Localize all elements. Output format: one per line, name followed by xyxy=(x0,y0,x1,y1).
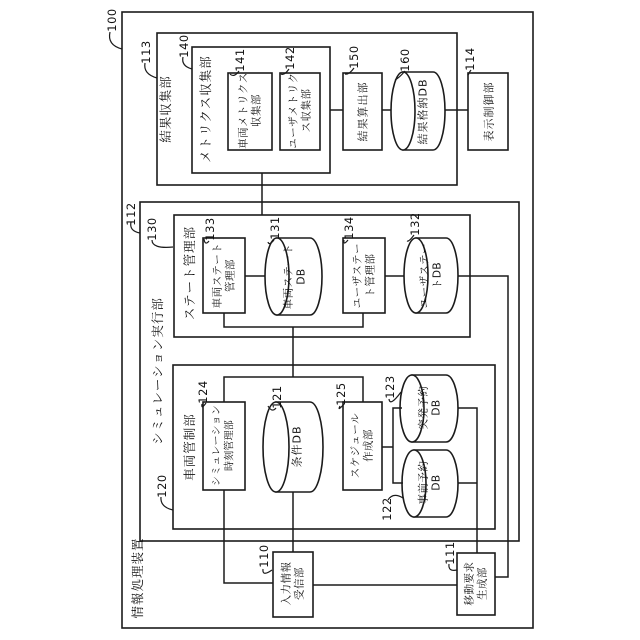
ref-124: 124 xyxy=(196,380,210,404)
label-134-user-state-mgmt: ユーザステー ト管理部 xyxy=(351,242,376,309)
label-132-user-state-db: ユーザステー トDB xyxy=(418,242,443,309)
ref-125: 125 xyxy=(334,382,348,406)
label-123-sudden-reservation-db: 突発予約 DB xyxy=(417,385,442,430)
label-110-input-info: 入力情報 受信部 xyxy=(280,561,305,606)
ref-141: 141 xyxy=(233,48,247,72)
connector-132-to-111 xyxy=(458,276,508,577)
label-113-result-collection: 結果収集部 xyxy=(158,75,173,143)
label-150-result-calc: 結果算出部 xyxy=(356,81,369,142)
ref-132: 132 xyxy=(408,212,422,236)
ref-131: 131 xyxy=(268,216,282,240)
label-142-user-metrics: ユーザメトリク ス収集部 xyxy=(287,72,312,149)
leader-100 xyxy=(110,32,123,49)
ref-120: 120 xyxy=(155,474,169,498)
label-114-display-control: 表示制御部 xyxy=(482,81,495,142)
label-133-vehicle-state-mgmt: 車両ステート 管理部 xyxy=(211,242,236,309)
label-140-metrics-collection: メトリクス収集部 xyxy=(198,55,213,163)
ref-112: 112 xyxy=(124,202,138,226)
ref-133: 133 xyxy=(203,217,217,241)
label-120-vehicle-control: 車両管制部 xyxy=(182,413,197,481)
label-131-vehicle-state-db: 車両ステート DB xyxy=(282,243,307,310)
label-111-move-request: 移動要求 生成部 xyxy=(463,561,488,606)
cylinder-121-cap xyxy=(263,402,289,492)
label-112-simulation-exec: シミュレーション実行部 xyxy=(150,297,165,445)
label-122-advance-reservation-db: 事前予約 DB xyxy=(417,460,442,505)
ref-110: 110 xyxy=(257,544,271,568)
label-160-result-storage-db: 結果格納DB xyxy=(416,78,429,145)
label-124-sim-time-mgmt: シミュレーション 時刻管理部 xyxy=(211,405,235,486)
label-125-schedule-create: スケジュール 作成部 xyxy=(349,412,374,479)
ref-121: 121 xyxy=(270,385,284,409)
label-121-condition-db: 条件DB xyxy=(290,425,303,468)
ref-122: 122 xyxy=(380,497,394,521)
device-title: 情報処理装置 xyxy=(130,537,145,619)
ref-142: 142 xyxy=(283,46,297,70)
ref-150: 150 xyxy=(347,45,361,69)
ref-160: 160 xyxy=(398,48,412,72)
ref-113: 113 xyxy=(139,40,153,64)
ref-140: 140 xyxy=(177,34,191,58)
ref-100: 100 xyxy=(105,8,119,32)
leader-110 xyxy=(263,569,272,573)
cylinder-160-cap xyxy=(391,72,415,150)
ref-130: 130 xyxy=(145,217,159,241)
label-130-state-mgmt: ステート管理部 xyxy=(182,225,197,321)
ref-114: 114 xyxy=(463,47,477,71)
ref-134: 134 xyxy=(342,216,356,240)
connector-124-to-110 xyxy=(224,490,273,583)
ref-111: 111 xyxy=(443,541,457,565)
ref-123: 123 xyxy=(383,375,397,399)
connector-reservation-dbs-to-111 xyxy=(458,408,477,553)
label-141-vehicle-metrics: 車両メトリクス 収集部 xyxy=(237,72,262,149)
